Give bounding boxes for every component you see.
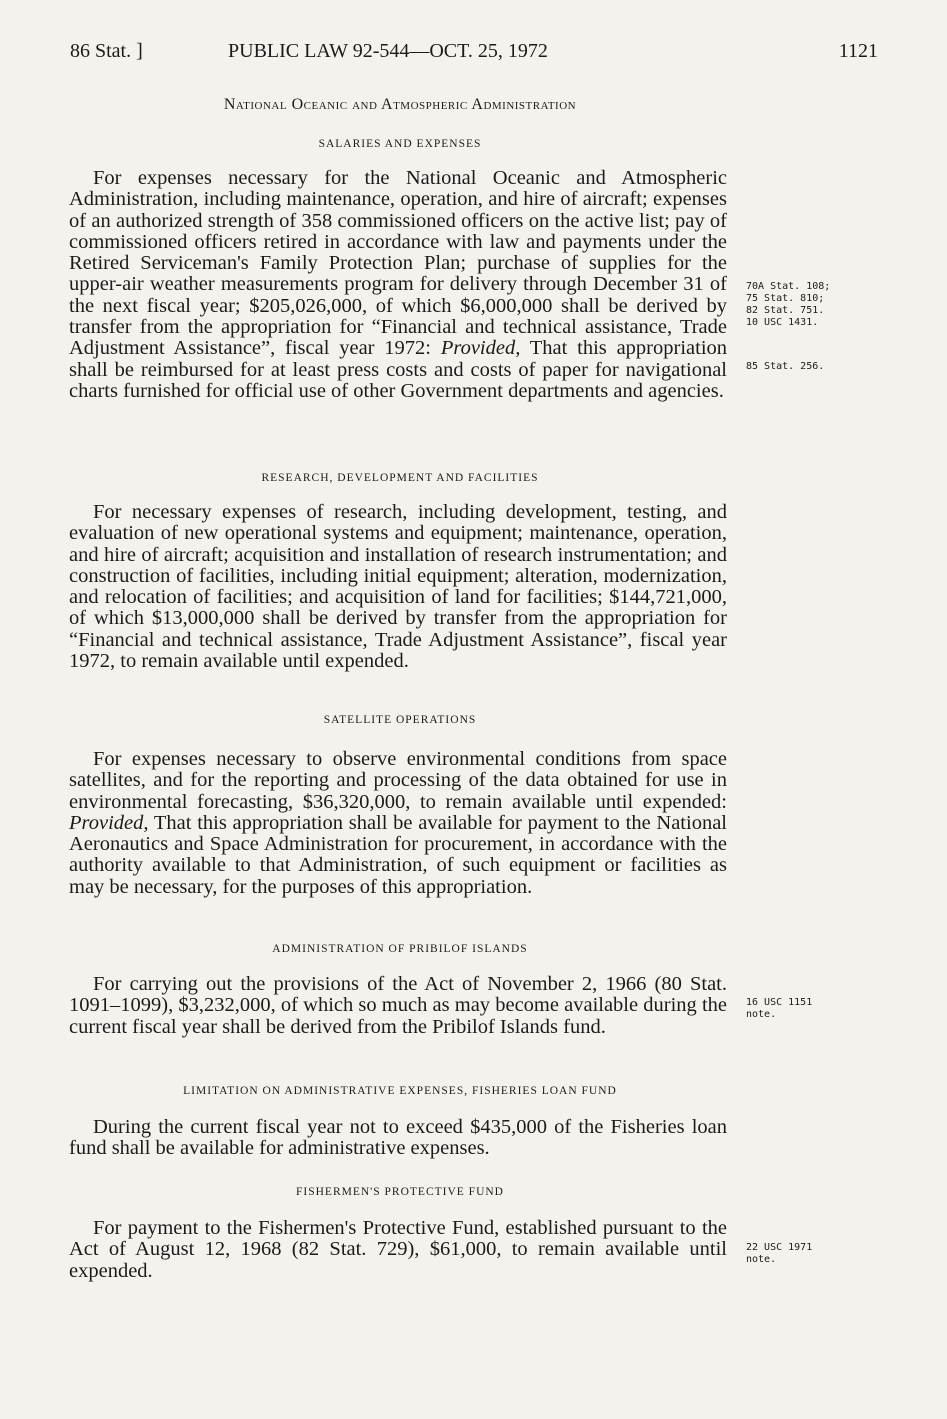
section-text-pribilof: For carrying out the provisions of the Act of November 2, 1966 (80 Stat. 1091–1099), $3,232,000, of which so much as may become available during the current fiscal year shall be derived from the Pribilof Islands fund. [69, 973, 727, 1038]
running-header [70, 40, 878, 70]
section-heading-protective-fund: FISHERMEN'S PROTECTIVE FUND [296, 1186, 504, 1198]
section-heading-pribilof: ADMINISTRATION OF PRIBILOF ISLANDS [272, 943, 528, 955]
satellite-proviso: Provided, [69, 811, 149, 834]
margin-note-statutes: 70A Stat. 108; 75 Stat. 810; 82 Stat. 751. 10 USC 1431. [746, 281, 831, 328]
section-heading-fisheries-loan: LIMITATION ON ADMINISTRATIVE EXPENSES, FISHERIES LOAN FUND [183, 1085, 617, 1097]
page-number: 1121 [838, 40, 878, 62]
public-law-title: PUBLIC LAW 92-544—OCT. 25, 1972 [228, 40, 548, 62]
salaries-text-part-1: For expenses necessary for the National Oceanic and Atmospheric Administration, including maintenance, operation, and hire of aircraft; expenses of an authorized strength of 358 commissioned officers on the active list; pay of commissioned officers retired in accordance with law and payments under the Retired Serviceman's Family Protection Plan; purchase of supplies for the upper-air weather measurements program for delivery through December 31 of the next fiscal year; $205,026,000, of which $6,000,000 shall be derived by transfer from the appropriation for “Financial and technical assistance, Trade Adjustment Assistance”, fiscal year 1972: [69, 167, 727, 360]
section-text-satellite [69, 749, 727, 898]
margin-note-22-usc: 22 USC 1971 note. [746, 1242, 813, 1265]
satellite-text-part-2: That this appropriation shall be available for payment to the National Aeronautics and Space Administration for procurement, in accordance with the authority available to that Administration, of such equipment or facilities as may be necessary, for the purposes of this appropriation. [69, 811, 727, 898]
section-heading-salaries: SALARIES AND EXPENSES [318, 138, 482, 150]
salaries-proviso: Provided, [440, 337, 521, 360]
section-text-salaries [69, 168, 727, 402]
section-text-fisheries-loan: During the current fiscal year not to exceed $435,000 of the Fisheries loan fund shall be available for administrative expenses. [69, 1116, 727, 1160]
section-text-protective-fund: For payment to the Fishermen's Protective Fund, established pursuant to the Act of August 12, 1968 (82 Stat. 729), $61,000, to remain available until expended. [69, 1217, 727, 1282]
section-text-research: For necessary expenses of research, including development, testing, and evaluation of new operational systems and equipment; maintenance, operation, and hire of aircraft; acquisition and installation of research instrumentation; and construction of facilities, including initial equipment; alteration, modernization, and relocation of facilities; and acquisition of land for facilities; $144,721,000, of which $13,000,000 shall be derived by transfer from the appropriation for “Financial and technical assistance, Trade Adjustment Assistance”, fiscal year 1972, to remain available until expended. [69, 501, 727, 673]
section-heading-research: RESEARCH, DEVELOPMENT AND FACILITIES [261, 472, 539, 484]
satellite-text-part-1: For expenses necessary to observe environmental conditions from space satellites, and for the reporting and processing of the data obtained for use in environmental forecasting, $36,320,000, to remain available until expended: [69, 748, 727, 813]
salaries-text-part-2: That this appropriation shall be reimbursed for at least press costs and costs of paper for navigational charts furnished for official use of other Government departments and agencies. [69, 337, 728, 402]
volume-reference: 86 Stat. ] [70, 40, 143, 62]
agency-title: National Oceanic and Atmospheric Administration [223, 96, 577, 113]
margin-note-16-usc: 16 USC 1151 note. [746, 997, 813, 1020]
margin-note-85-stat: 85 Stat. 256. [746, 361, 825, 372]
section-heading-satellite: SATELLITE OPERATIONS [323, 714, 477, 726]
